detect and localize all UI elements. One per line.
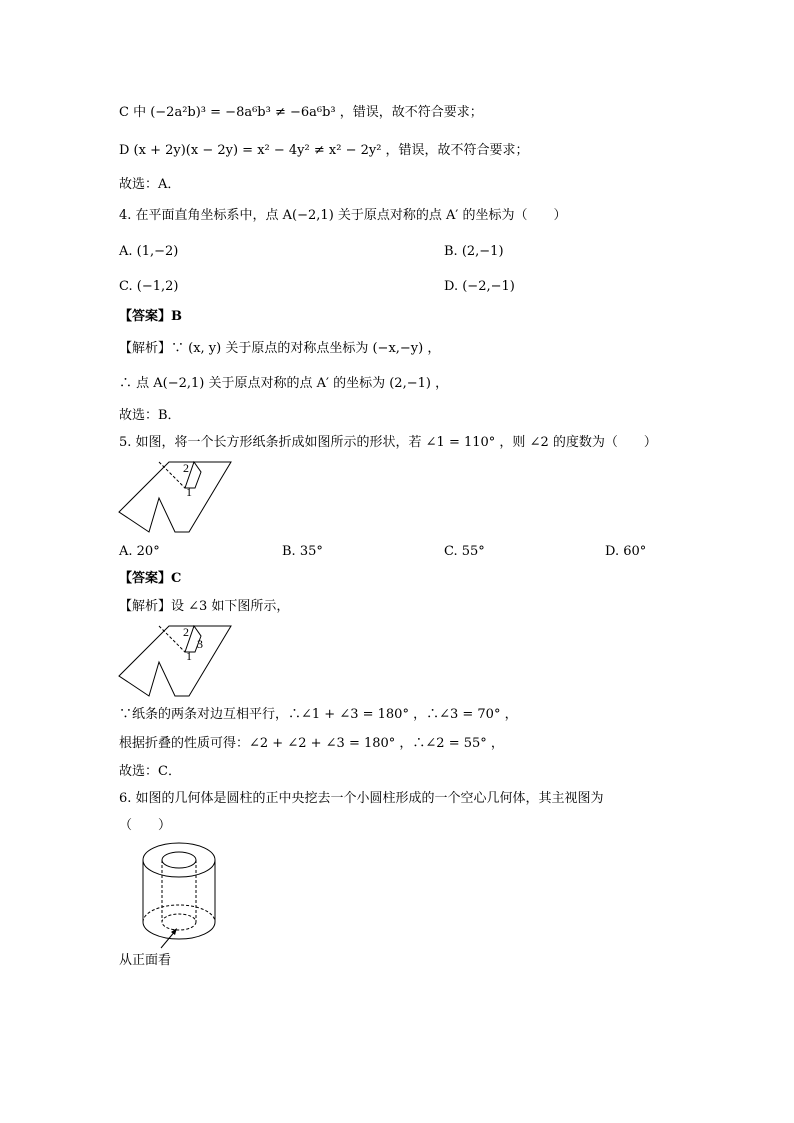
q4-explanation-1: 【解析】∵ (x, y) 关于原点的对称点坐标为 (−x,−y) ， [119, 341, 441, 356]
fold-figure-1 [119, 460, 239, 535]
q4-final: 故选：B． [119, 408, 181, 423]
text-line-choose-a: 故选：A． [119, 177, 181, 192]
q4-option-d: D. (−2,−1) [444, 279, 515, 294]
q4-option-c: C. (−1,2) [119, 279, 179, 294]
q5-final: 故选：C． [119, 764, 181, 779]
q5-option-a: A. 20° [119, 544, 160, 559]
q5-option-d: D. 60° [605, 544, 647, 559]
q4-option-b: B. (2,−1) [444, 244, 504, 259]
question-5: 5. 如图，将一个长方形纸条折成如图所示的形状，若 ∠1 = 110° ，则 ∠2 的度数为（ ） [119, 435, 657, 450]
question-6-blank: （ ） [119, 818, 172, 833]
q5-answer: 【答案】C [119, 571, 182, 586]
q4-answer: 【答案】B [119, 309, 182, 324]
hollow-cylinder-figure [119, 838, 239, 968]
q5-explanation-1: 【解析】设 ∠3 如下图所示， [119, 599, 290, 614]
front-view-caption: 从正面看 [119, 953, 172, 968]
question-6: 6. 如图的几何体是圆柱的正中央挖去一个小圆柱形成的一个空心几何体，其主视图为 [119, 791, 604, 806]
fold2-angle-2-label: 2 [183, 625, 189, 639]
q5-explanation-2: ∵纸条的两条对边互相平行，∴∠1 + ∠3 = 180° ，∴∠3 = 70° ， [119, 707, 518, 722]
question-4: 4. 在平面直角坐标系中，点 A(−2,1) 关于原点对称的点 A′ 的坐标为（ ） [119, 208, 567, 223]
q4-option-a: A. (1,−2) [119, 244, 179, 259]
text-line-c: C 中 (−2a²b)³ = −8a⁶b³ ≠ −6a⁶b³ ，错误，故不符合要求； [119, 105, 483, 120]
fold-figure-2 [119, 624, 239, 699]
q5-option-b: B. 35° [282, 544, 323, 559]
text-line-d: D (x + 2y)(x − 2y) = x² − 4y² ≠ x² − 2y² ，错误，故不符合要求； [119, 143, 529, 158]
fold1-angle-1-label: 1 [186, 485, 192, 499]
q4-explanation-2: ∴ 点 A(−2,1) 关于原点对称的点 A′ 的坐标为 (2,−1) ， [119, 376, 449, 391]
q5-explanation-3: 根据折叠的性质可得：∠2 + ∠2 + ∠3 = 180° ，∴∠2 = 55° ， [119, 736, 504, 751]
fold2-angle-1-label: 1 [186, 649, 192, 663]
fold2-angle-3-label: 3 [197, 637, 203, 651]
q5-option-c: C. 55° [444, 544, 485, 559]
fold1-angle-2-label: 2 [183, 461, 189, 475]
